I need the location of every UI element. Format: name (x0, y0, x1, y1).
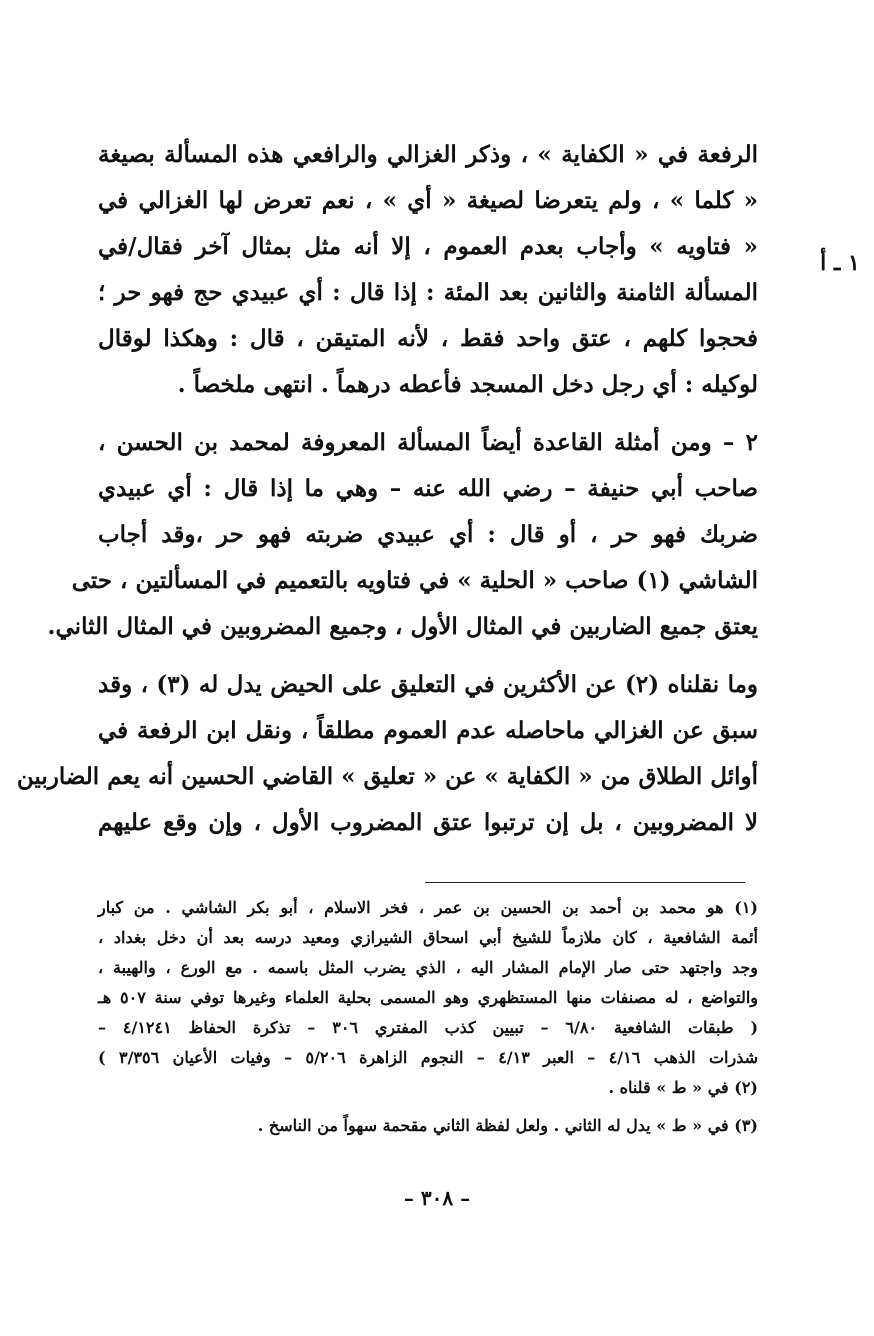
footnotes (98, 893, 758, 1141)
footnote-line: وجد واجتهد حتى صار الإمام المشار اليه ، الذي يضرب المثل باسمه . مع الورع ، والهيبة ، (98, 958, 758, 977)
text-line: الرفعة في « الكفاية » ، وذكر الغزالي والرافعي هذه المسألة بصيغة (98, 141, 758, 168)
text-line: المسألة الثامنة والثانين بعد المئة : إذا قال : أي عبيدي حج فهو حر ؛ (98, 279, 758, 306)
text-line: سبق عن الغزالي ماحاصله عدم العموم مطلقاً ، ونقل ابن الرفعة في (98, 717, 758, 744)
paragraph-1 (98, 132, 758, 408)
margin-note: ١ ـ أ (820, 250, 860, 276)
footnote-line: (١) هو محمد بن أحمد بن الحسين بن عمر ، فخر الاسلام ، أبو بكر الشاشي . من كبار (98, 898, 758, 917)
page-number: – ٣٠٨ – (403, 1186, 471, 1210)
footnote-2: (٢) في « ط » قلناه . (608, 1078, 758, 1097)
text-line: أوائل الطلاق من « الكفاية » عن « تعليق » القاضي الحسين أنه يعم الضاربين (16, 763, 758, 790)
text-line: « كلما » ، ولم يتعرضا لصيغة « أي » ، نعم تعرض لها الغزالي في (98, 187, 758, 214)
text-line: ضربك فهو حر ، أو قال : أي عبيدي ضربته فهو حر ،وقد أجاب (98, 521, 758, 548)
text-line: « فتاويه » وأجاب بعدم العموم ، إلا أنه مثل بمثال آخر فقال/في (98, 233, 758, 260)
footnote-separator (425, 882, 745, 883)
text-line: الشاشي (١) صاحب « الحلية » في فتاويه بالتعميم في المسألتين ، حتى (71, 567, 758, 594)
footnote-3: (٣) في « ط » يدل له الثاني . ولعل لفظة الثاني مقحمة سهواً من الناسخ . (257, 1116, 758, 1135)
text-line: لوكيله : أي رجل دخل المسجد فأعطه درهماً . انتهى ملخصاً . (177, 371, 758, 398)
footnote-line: أئمة الشافعية ، كان ملازماً للشيخ أبي اسحاق الشيرازي ومعيد درسه بعد أن دخل بغداد ، (98, 928, 759, 947)
footnote-line: ( طبقات الشافعية ٦/٨٠ – تبيين كذب المفتري ٣٠٦ – تذكرة الحفاظ ٤/١٢٤١ – (98, 1018, 759, 1037)
footnote-line: شذرات الذهب ٤/١٦ – العبر ٤/١٣ – النجوم الزاهرة ٥/٢٠٦ – وفيات الأعيان ٣/٣٥٦ ) (98, 1048, 759, 1067)
footnote-1 (98, 893, 758, 1073)
text-line: صاحب أبي حنيفة – رضي الله عنه – وهي ما إذا قال : أي عبيدي (98, 475, 758, 502)
text-line: ٢ – ومن أمثلة القاعدة أيضاً المسألة المعروفة لمحمد بن الحسن ، (98, 429, 758, 456)
text-line: وما نقلناه (٢) عن الأكثرين في التعليق على الحيض يدل له (٣) ، وقد (98, 671, 758, 698)
paragraph-2 (47, 420, 758, 650)
main-text (16, 132, 758, 846)
text-line: لا المضروبين ، بل إن ترتبوا عتق المضروب الأول ، وإن وقع عليهم (98, 809, 758, 836)
text-line: يعتق جميع الضاربين في المثال الأول ، وجميع المضروبين في المثال الثاني. (47, 613, 758, 640)
text-line: فحجوا كلهم ، عتق واحد فقط ، لأنه المتيقن ، قال : وهكذا لوقال (98, 325, 758, 352)
footnote-line: والتواضع ، له مصنفات منها المستظهري وهو المسمى بحلية العلماء وغيرها توفي سنة ٥٠٧ هـ (98, 988, 758, 1007)
paragraph-3 (16, 662, 758, 846)
